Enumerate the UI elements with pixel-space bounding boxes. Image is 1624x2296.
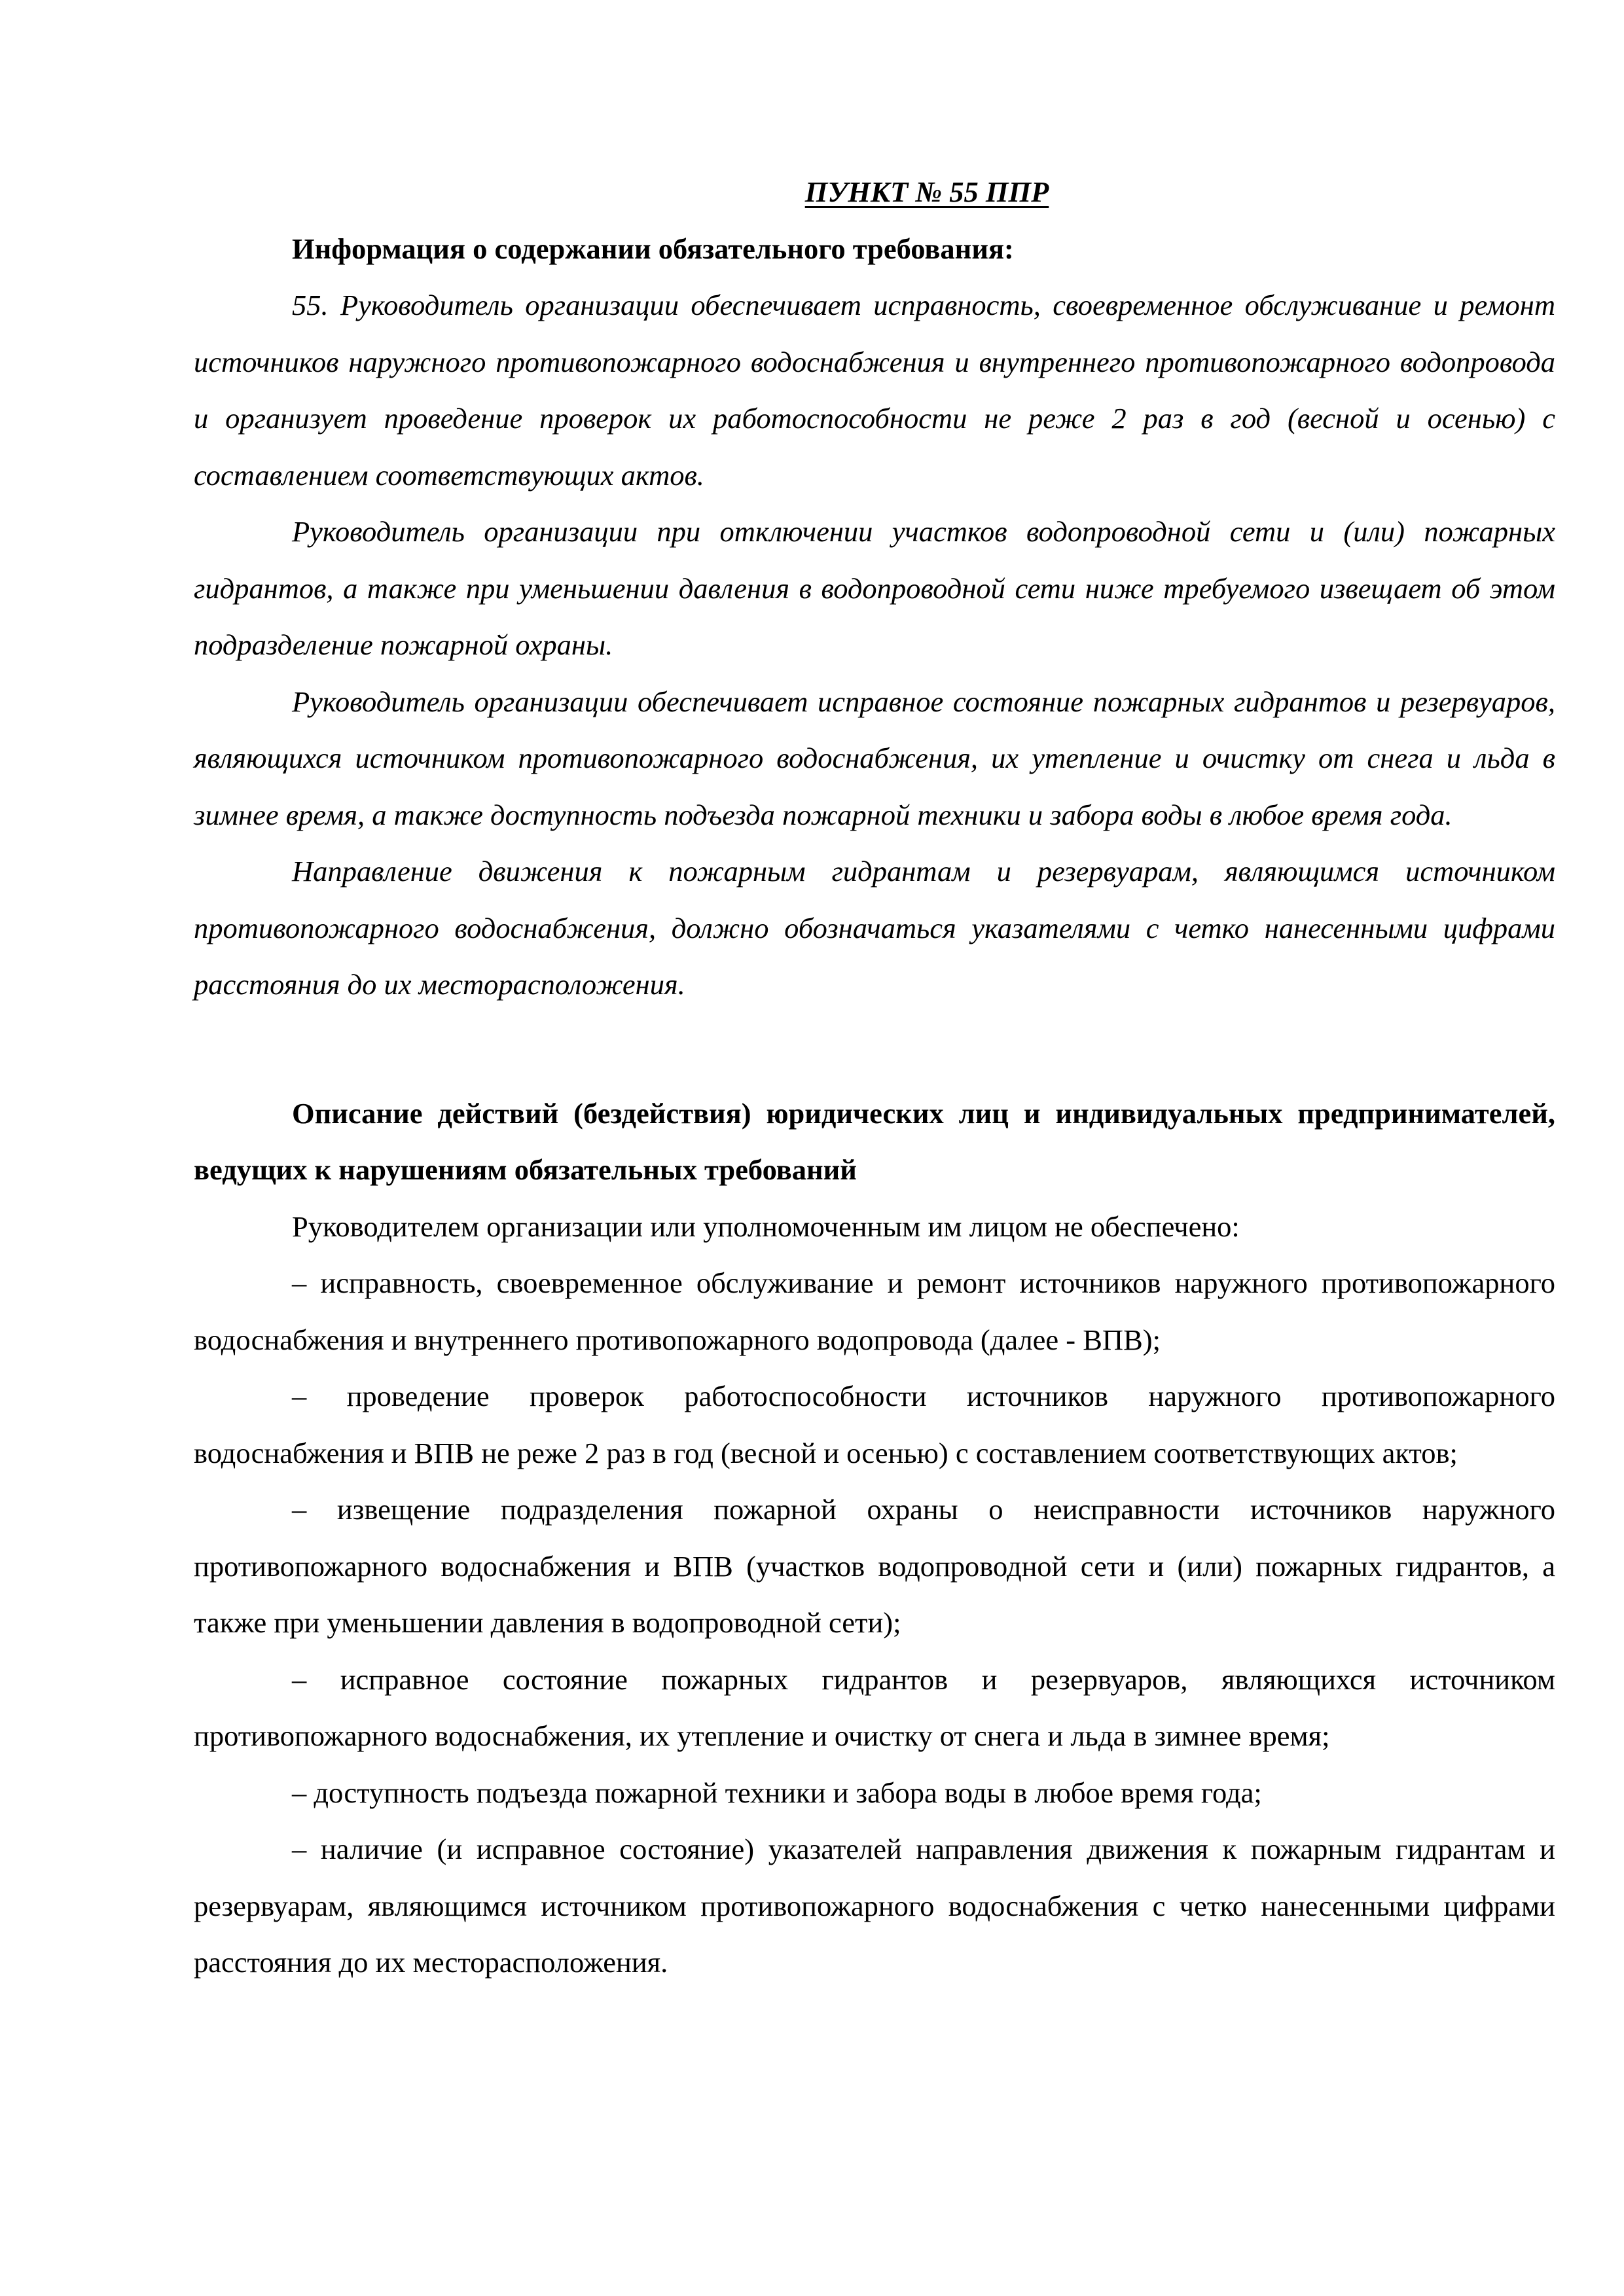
info-heading: Информация о содержании обязательного требования: bbox=[292, 232, 1014, 265]
document-page bbox=[194, 164, 1555, 1991]
list-item: – исправность, своевременное обслуживание и ремонт источников наружного противопожарного водоснабжения и внутреннего противопожарного водопровода (далее - ВПВ); bbox=[194, 1266, 1555, 1356]
requirement-paragraph: Руководитель организации обеспечивает исправное состояние пожарных гидрантов и резервуаров, являющихся источником противопожарного водоснабжения, их утепление и очистку от снега и льда в зимнее время, а также доступность подъезда пожарной техники и забора воды в любое время года. bbox=[194, 685, 1555, 831]
document-title: ПУНКТ № 55 ППР bbox=[804, 175, 1049, 208]
requirement-paragraph: 55. Руководитель организации обеспечивает исправность, своевременное обслуживание и ремонт источников наружного противопожарного водоснабжения и внутреннего противопожарного водопровода и организует проведение проверок их работоспособности не реже 2 раз в год (весной и осенью) с составлением соответствующих актов. bbox=[194, 289, 1555, 492]
violations-intro: Руководителем организации или уполномоченным им лицом не обеспечено: bbox=[292, 1210, 1240, 1243]
list-item: – проведение проверок работоспособности источников наружного противопожарного водоснабжения и ВПВ не реже 2 раз в год (весной и осенью) с составлением соответствующих актов; bbox=[194, 1380, 1555, 1469]
list-item: – наличие (и исправное состояние) указателей направления движения к пожарным гидрантам и резервуарам, являющимся источником противопожарного водоснабжения с четко нанесенными цифрами расстояния до их месторасположения. bbox=[194, 1833, 1555, 1979]
requirement-paragraph: Направление движения к пожарным гидрантам и резервуарам, являющимся источником противопожарного водоснабжения, должно обозначаться указателями с четко нанесенными цифрами расстояния до их месторасположения. bbox=[194, 855, 1555, 1001]
list-item: – доступность подъезда пожарной техники и забора воды в любое время года; bbox=[292, 1776, 1262, 1809]
section-spacer bbox=[194, 1013, 1555, 1085]
violations-list bbox=[194, 1255, 1555, 1991]
list-item: – извещение подразделения пожарной охраны о неисправности источников наружного противопожарного водоснабжения и ВПВ (участков водопроводной сети и (или) пожарных гидрантов, а также при уменьшении давления в водопроводной сети); bbox=[194, 1493, 1555, 1639]
violations-heading: Описание действий (бездействия) юридических лиц и индивидуальных предпринимателей, ведущих к нарушениям обязательных требований bbox=[194, 1096, 1555, 1186]
list-item: – исправное состояние пожарных гидрантов и резервуаров, являющихся источником противопожарного водоснабжения, их утепление и очистку от снега и льда в зимнее время; bbox=[194, 1662, 1555, 1752]
requirement-paragraph: Руководитель организации при отключении участков водопроводной сети и (или) пожарных гидрантов, а также при уменьшении давления в водопроводной сети ниже требуемого извещает об этом подразделение пожарной охраны. bbox=[194, 515, 1555, 661]
